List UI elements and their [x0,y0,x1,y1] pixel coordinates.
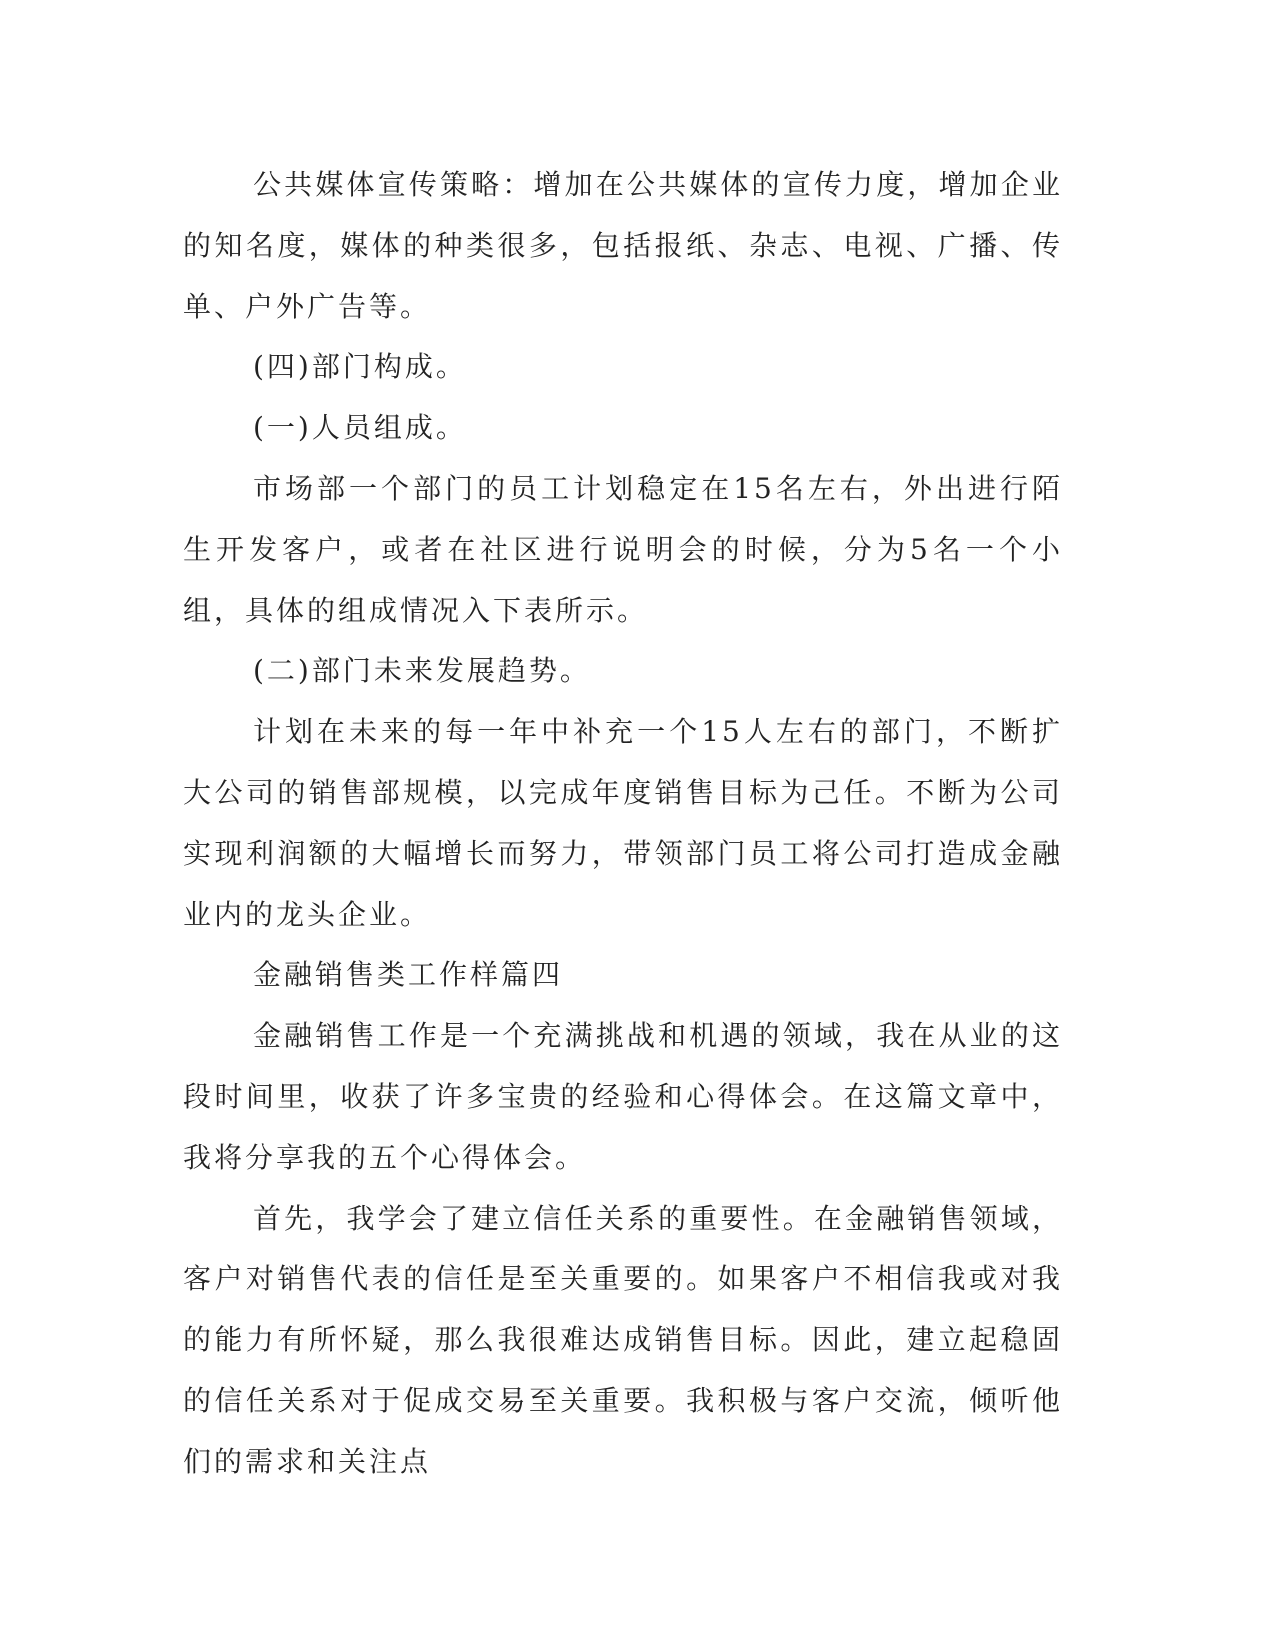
heading-staff-composition: (一)人员组成。 [253,411,467,445]
heading-department-composition: (四)部门构成。 [253,350,467,384]
paragraph-staff-plan: 市场部一个部门的员工计划稳定在15名左右，外出进行陌生开发客户，或者在社区进行说明会的时候，分为5名一个小组，具体的组成情况入下表所示。 [183,471,1063,627]
paragraph-future-plan: 计划在未来的每一年中补充一个15人左右的部门，不断扩大公司的销售部规模，以完成年度销售目标为己任。不断为公司实现利润额的大幅增长而努力，带领部门员工将公司打造成金融业内的龙头企业。 [183,715,1063,931]
paragraph-intro: 金融销售工作是一个充满挑战和机遇的领域，我在从业的这段时间里，收获了许多宝贵的经验和心得体会。在这篇文章中，我将分享我的五个心得体会。 [183,1019,1063,1174]
heading-future-trend: (二)部门未来发展趋势。 [253,654,591,688]
document-body [183,155,1063,1493]
paragraph-media-strategy: 公共媒体宣传策略：增加在公共媒体的宣传力度，增加企业的知名度，媒体的种类很多，包括报纸、杂志、电视、广播、传单、户外广告等。 [183,168,1063,323]
paragraph-trust: 首先，我学会了建立信任关系的重要性。在金融销售领域，客户对销售代表的信任是至关重要的。如果客户不相信我或对我的能力有所怀疑，那么我很难达成销售目标。因此，建立起稳固的信任关系对于促成交易至关重要。我积极与客户交流，倾听他们的需求和关注点 [183,1201,1063,1478]
section-title: 金融销售类工作样篇四 [253,958,564,992]
